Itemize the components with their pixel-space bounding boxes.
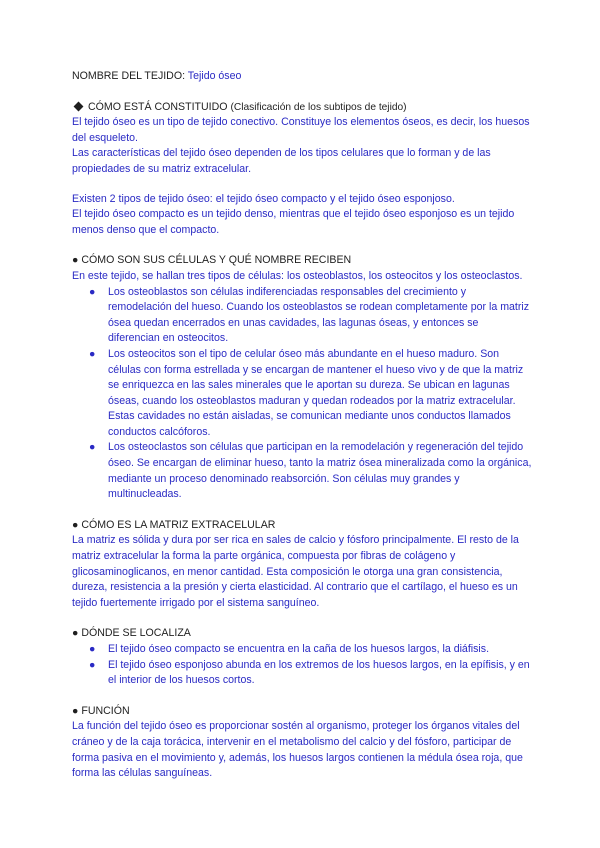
bullet-icon: ● (72, 254, 79, 267)
bullet-icon: ● (89, 347, 96, 360)
diamond-bullet-icon (74, 101, 84, 111)
section-heading-funcion (72, 704, 532, 720)
celulas-intro: En este tejido, se hallan tres tipos de células: los osteoblastos, los osteocitos y los osteoclastos. (72, 269, 523, 282)
list-item-text: Los osteocitos son el tipo de celular óseo más abundante en el hueso maduro. Son células con forma estrellada y se encargan de mantener el hueso vivo y de que la matriz se enriquezca en las sales minerales que le aportan su dureza. Se ubican en lagunas óseas, cuando los osteoblastos maduran y quedan rodeados por la matriz extracelular. Estas cavidades no están aisladas, se comunican mediante unos conductos llamados conductos calcóforos. (108, 347, 524, 438)
title-label: NOMBRE DEL TEJIDO: (72, 70, 186, 82)
bullet-icon: ● (72, 704, 79, 717)
constituido-paragraph-1: El tejido óseo es un tipo de tejido conectivo. Constituye los elementos óseos, es decir, los huesos del esqueleto. (72, 116, 530, 144)
constituido-paragraph-3: Existen 2 tipos de tejido óseo: el tejido óseo compacto y el tejido óseo esponjoso. (72, 192, 455, 205)
section-localiza (72, 626, 532, 688)
constituido-paragraph-4: El tejido óseo compacto es un tejido denso, mientras que el tejido óseo esponjoso es un tejido menos denso que el compacto. (72, 208, 515, 236)
heading-celulas-text: CÓMO SON SUS CÉLULAS Y QUÉ NOMBRE RECIBEN (81, 254, 352, 267)
bullet-icon: ● (89, 643, 96, 655)
heading-matriz-text: CÓMO ES LA MATRIZ EXTRACELULAR (81, 518, 276, 531)
list-item-text: Los osteoclastos son células que participan en la remodelación y regeneración del tejido óseo. Se encargan de eliminar hueso, tanto la matriz ósea mineralizada como la orgánica, mediante un proceso denominado reabsorción. Son células muy grandes y multinucleadas. (108, 441, 532, 501)
bullet-icon: ● (72, 518, 79, 531)
section-heading-constituido (72, 100, 532, 116)
heading-funcion-text: FUNCIÓN (81, 704, 130, 717)
bullet-icon: ● (89, 285, 96, 298)
section-heading-celulas (72, 253, 532, 269)
section-heading-matriz (72, 518, 532, 534)
list-item-text: El tejido óseo compacto se encuentra en la caña de los huesos largos, la diáfisis. (108, 643, 490, 655)
heading-constituido-note: (Clasificación de los subtipos de tejido) (230, 101, 407, 113)
bullet-icon: ● (89, 658, 96, 671)
list-item (89, 440, 532, 502)
bullet-icon: ● (72, 627, 79, 640)
heading-constituido-text: CÓMO ESTÁ CONSTITUIDO (88, 100, 228, 113)
list-item (89, 347, 532, 441)
list-item (89, 642, 532, 658)
localiza-list (72, 642, 532, 689)
section-celulas (72, 253, 532, 503)
section-funcion (72, 704, 532, 782)
list-item (89, 285, 532, 347)
section-constituido (72, 100, 532, 239)
title-value: Tejido óseo (187, 70, 242, 82)
document-page (72, 69, 532, 797)
list-item-text: El tejido óseo esponjoso abunda en los extremos de los huesos largos, en la epífisis, y en el interior de los huesos cortos. (108, 658, 530, 687)
celulas-list (72, 285, 532, 503)
heading-localiza-text: DÓNDE SE LOCALIZA (81, 627, 191, 640)
list-item-text: Los osteoblastos son células indiferenciadas responsables del crecimiento y remodelación del hueso. Cuando los osteoblastos se rodean completamente por la matriz ósea quedan encerrados en unas cavidades, las lagunas óseas, y entonces se diferencian en osteocitos. (108, 285, 530, 345)
section-heading-localiza (72, 626, 532, 642)
matriz-paragraph: La matriz es sólida y dura por ser rica en sales de calcio y fósforo principalmente. El resto de la matriz extracelular la forma la parte orgánica, compuesta por fibras de colágeno y glicosaminoglicanos, en menor cantidad. Esta composición le otorga una gran consistencia, dureza, resistencia a la presión y cierta elasticidad. Al contrario que el cartílago, el hueso es un tejido fuertemente irrigado por el sistema sanguíneo. (72, 534, 519, 609)
document-title (72, 69, 532, 85)
list-item (89, 658, 532, 689)
bullet-icon: ● (89, 441, 96, 454)
section-matriz (72, 518, 532, 612)
funcion-paragraph: La función del tejido óseo es proporcionar sostén al organismo, proteger los órganos vitales del cráneo y de la caja torácica, intervenir en el metabolismo del calcio y del fósforo, participar de forma pasiva en el movimiento y, además, los huesos largos contienen la médula ósea roja, que forma las células sanguíneas. (72, 720, 523, 780)
constituido-paragraph-2: Las características del tejido óseo dependen de los tipos celulares que lo forman y de las propiedades de su matriz extracelular. (72, 147, 491, 175)
